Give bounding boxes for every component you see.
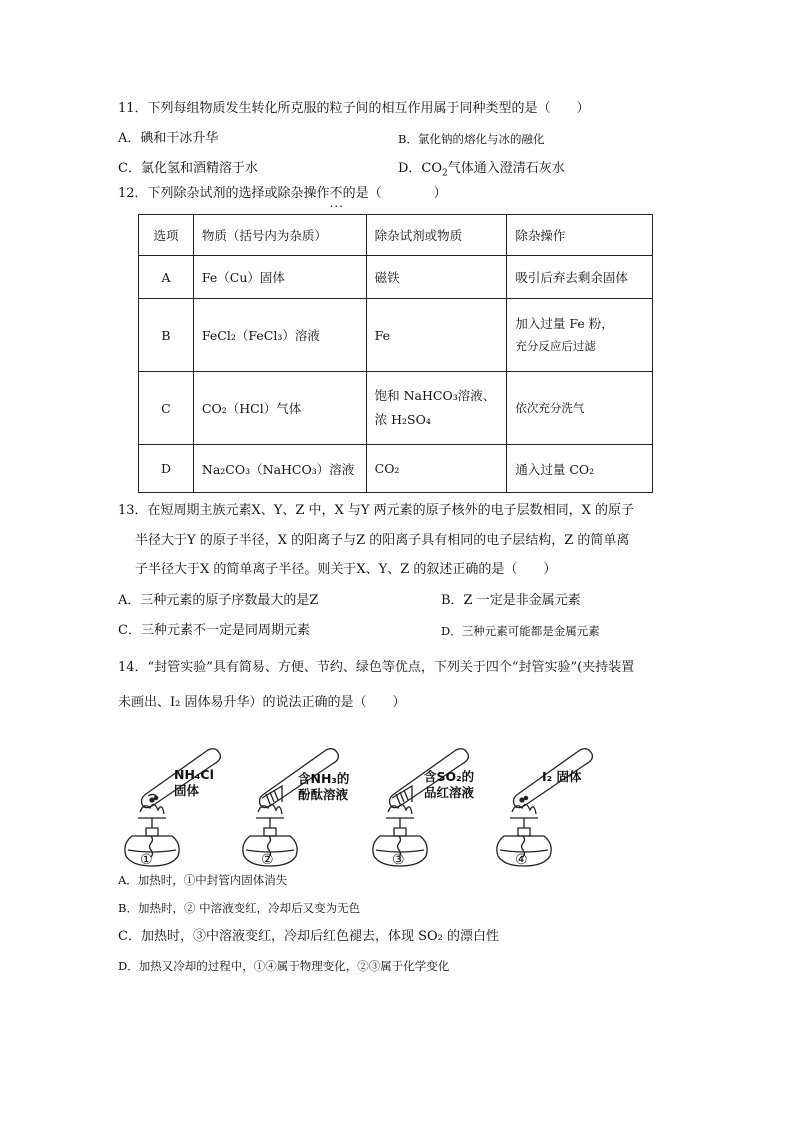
table-header-cell: 选项 (139, 215, 194, 256)
fig-label-2a: 含NH₃的 (298, 771, 350, 786)
table-header-cell: 物质（括号内为杂质） (193, 215, 366, 256)
apparatus-2 (243, 749, 339, 866)
table-row (139, 445, 653, 493)
fig-number-4: ④ (515, 852, 528, 868)
q11-stem: 11．下列每组物质发生转化所克服的粒子间的相互作用属于同种类型的是（ ） (118, 101, 590, 116)
q14-option-b: B．加热时，② 中溶液变红，冷却后又变为无色 (118, 901, 361, 915)
apparatus-4 (497, 749, 593, 866)
table-cell: FeCl₂（FeCl₃）溶液 (193, 299, 366, 372)
table-cell: 通入过量 CO₂ (507, 445, 653, 493)
q13-option-d: D．三种元素可能都是金属元素 (441, 624, 600, 638)
table-row (139, 372, 653, 445)
q11-option-b: B．氯化钠的熔化与冰的融化 (398, 132, 545, 146)
table-cell: D (139, 445, 194, 493)
q14-stem-line1: 14．“封管实验”具有简易、方便、节约、绿色等优点，下列关于四个“封管实验”(夹持装置 (118, 660, 635, 675)
table-cell: A (139, 256, 194, 299)
table-header-row (139, 215, 653, 256)
cell-line: 充分反应后过滤 (515, 339, 596, 353)
fig-label-3a: 含SO₂的 (424, 769, 475, 784)
table-cell: 磁铁 (366, 256, 507, 299)
apparatus-3 (373, 749, 469, 866)
q11-option-a: A．碘和干冰升华 (118, 131, 219, 146)
fig-label-4: I₂ 固体 (542, 769, 582, 784)
fig-label-1b: 固体 (174, 783, 200, 798)
q11-option-d: D．$CO_2$气体通入澄清石灰水 (398, 161, 565, 179)
q12-table (138, 214, 653, 493)
table-cell: Fe (366, 299, 507, 372)
fig-number-3: ③ (392, 852, 405, 868)
q11-option-c: C．氯化氢和酒精溶于水 (118, 161, 258, 176)
q12-stem: 12．下列除杂试剂的选择或除杂操作不 ...的是（ ） (118, 186, 447, 202)
table-row (139, 256, 653, 299)
table-cell: CO₂ (366, 445, 507, 493)
cell-line: 饱和 NaHCO₃溶液、 (374, 388, 496, 403)
fig-label-3b: 品红溶液 (424, 785, 475, 800)
q14-option-a: A．加热时，①中封管内固体消失 (118, 873, 288, 887)
fig-number-1: ① (140, 852, 153, 868)
cell-line: 浓 H₂SO₄ (374, 412, 431, 427)
table-cell: CO₂（HCl）气体 (193, 372, 366, 445)
q14-stem-line2: 未画出、I₂ 固体易升华）的说法正确的是（ ） (118, 695, 406, 710)
table-cell: Fe（Cu）固体 (193, 256, 366, 299)
sealed-tube-figure (118, 732, 598, 872)
q13-option-a: A．三种元素的原子序数最大的是Z (118, 593, 319, 608)
table-cell: 依次充分洗气 (507, 372, 653, 445)
q14-option-d: D．加热又冷却的过程中，①④属于物理变化，②③属于化学变化 (118, 959, 450, 973)
q13-option-b: B．Z 一定是非金属元素 (441, 593, 581, 608)
table-header-cell: 除杂操作 (507, 215, 653, 256)
table-cell: 吸引后弃去剩余固体 (507, 256, 653, 299)
q13-option-c: C．三种元素不一定是同周期元素 (118, 623, 310, 638)
table-cell (366, 372, 507, 445)
sealed-tube-drawing (118, 732, 598, 872)
q13-stem-line3: 子半径大于X 的简单离子半径。则关于X、Y、Z 的叙述正确的是（ ） (135, 562, 557, 577)
fig-label-2b: 酚酞溶液 (298, 787, 349, 802)
table-row (139, 299, 653, 372)
fig-number-2: ② (261, 852, 274, 868)
table-cell (507, 299, 653, 372)
table-header-cell: 除杂试剂或物质 (366, 215, 507, 256)
table-cell: C (139, 372, 194, 445)
q13-stem-line1: 13．在短周期主族元素X、Y、Z 中，X 与Y 两元素的原子核外的电子层数相同，X 的原子 (118, 503, 635, 518)
cell-line: 加入过量 Fe 粉， (515, 316, 614, 331)
table-cell: B (139, 299, 194, 372)
fig-label-1a: NH₄Cl (174, 767, 214, 782)
q13-stem-line2: 半径大于Y 的原子半径，X 的阳离子与Z 的阳离子具有相同的电子层结构，Z 的简单离 (135, 533, 630, 548)
q14-option-c: C．加热时，③中溶液变红，冷却后红色褪去，体现 SO₂ 的漂白性 (118, 929, 499, 944)
table-cell: Na₂CO₃（NaHCO₃）溶液 (193, 445, 366, 493)
